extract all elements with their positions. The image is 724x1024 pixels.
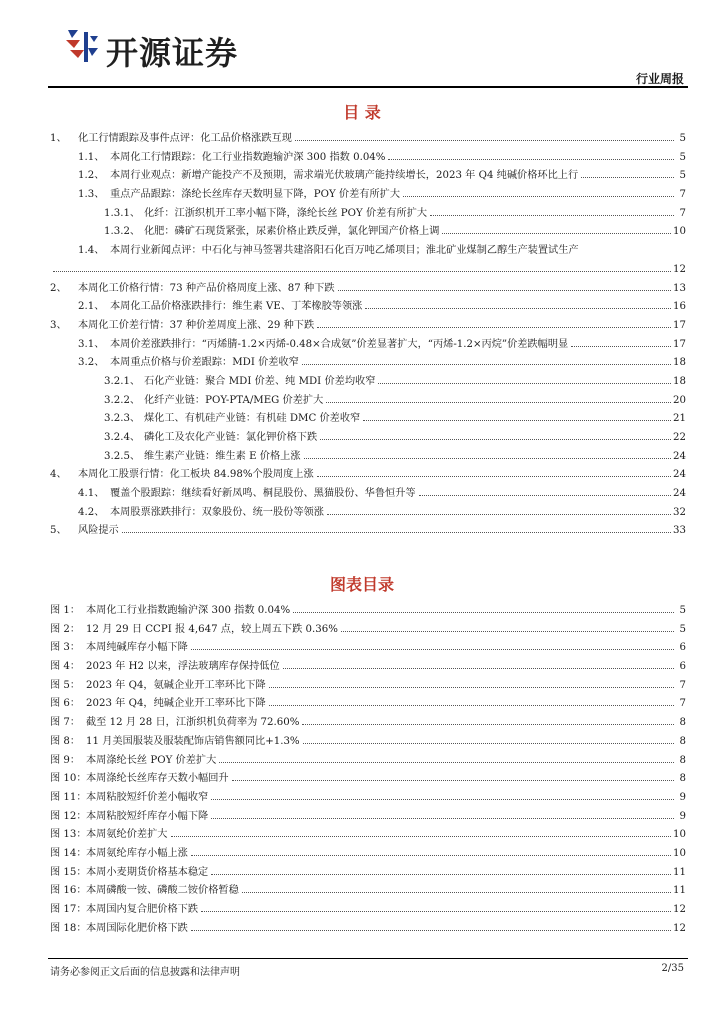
toc-page: 7 [679, 207, 686, 219]
figure-page: 9 [679, 810, 686, 822]
toc-page: 20 [673, 394, 686, 406]
toc-page: 5 [679, 170, 686, 182]
toc-leader-dots [317, 475, 671, 477]
toc-leader-dots [295, 139, 674, 141]
toc-row[interactable] [50, 280, 686, 299]
toc-row[interactable] [50, 429, 686, 448]
toc-number: 3.2.2、 [104, 394, 141, 406]
toc-row[interactable] [50, 410, 686, 429]
figure-number: 图 4： [50, 661, 81, 673]
figure-list [50, 602, 686, 938]
figure-title: 本周磷酸一铵、磷酸二铵价格暂稳 [86, 885, 239, 897]
figure-title: 本周粘胶短纤库存小幅下降 [86, 810, 209, 822]
figure-row[interactable] [50, 621, 686, 640]
figure-number: 图 13： [50, 829, 87, 841]
figure-row[interactable] [50, 677, 686, 696]
toc-page: 10 [673, 226, 686, 238]
toc-page: 24 [673, 488, 686, 500]
figure-page: 12 [673, 922, 686, 934]
toc-row[interactable] [50, 354, 686, 373]
figure-row[interactable] [50, 808, 686, 827]
figure-row[interactable] [50, 714, 686, 733]
toc-number: 3.2.1、 [104, 375, 141, 387]
toc-number: 1.3.2、 [104, 226, 141, 238]
toc-leader-dots [317, 326, 671, 328]
toc-leader-dots [326, 401, 671, 403]
toc-row[interactable] [50, 336, 686, 355]
figure-leader-dots [211, 798, 674, 800]
header-divider [48, 86, 688, 88]
toc-leader-dots [53, 270, 671, 272]
toc-leader-dots [327, 513, 671, 515]
toc-row[interactable] [50, 504, 686, 523]
toc-title: 化肥：磷矿石现货紧张，尿素价格止跌反弹，氯化钾国产价格上调 [144, 226, 440, 238]
figure-page: 10 [673, 847, 686, 859]
figure-number: 图 9： [50, 754, 81, 766]
toc-number: 2.1、 [78, 301, 105, 313]
figure-leader-dots [211, 873, 671, 875]
table-of-contents [50, 130, 686, 541]
toc-row[interactable] [50, 149, 686, 168]
toc-number: 1.2、 [78, 170, 105, 182]
toc-number: 1.4、 [78, 245, 105, 257]
toc-title: 本周化工价格行情：73 种产品价格周度上涨、87 种下跌 [78, 282, 335, 294]
toc-row[interactable] [50, 373, 686, 392]
toc-title: 本周行业观点：新增产能投产不及预期，需求端光伏玻璃产能持续增长，2023 年 Q4 纯碱价格环比上行 [110, 170, 579, 182]
figure-row[interactable] [50, 789, 686, 808]
toc-title: 磷化工及农化产业链：氯化钾价格下跌 [144, 432, 318, 443]
toc-row[interactable] [50, 298, 686, 317]
toc-leader-dots [430, 214, 674, 216]
toc-row[interactable] [50, 392, 686, 411]
figure-row[interactable] [50, 602, 686, 621]
figure-page: 11 [673, 866, 686, 878]
toc-row[interactable] [50, 130, 686, 149]
figure-page: 8 [679, 754, 686, 766]
toc-number: 5、 [50, 525, 67, 537]
figure-number: 图 2： [50, 623, 81, 635]
toc-row[interactable] [50, 448, 686, 467]
header [48, 20, 688, 84]
toc-title: 化工行情跟踪及事件点评：化工品价格涨跌互现 [78, 133, 292, 144]
toc-title: 本周化工价差行情：37 种价差周度上涨、29 种下跌 [78, 319, 315, 331]
toc-number: 3.1、 [78, 338, 105, 350]
figure-leader-dots [191, 648, 674, 650]
figure-title: 本周化工行业指数跑输沪深 300 指数 0.04% [86, 605, 291, 616]
toc-title: 本周价差涨跌排行：“丙烯腈-1.2×丙烯-0.48×合成氨”价差显著扩大，“丙烯-1.2×丙烷”价差跌幅明显 [110, 338, 569, 350]
figure-title: 2023 年 Q4，纯碱企业开工率环比下降 [86, 698, 266, 710]
toc-leader-dots [338, 289, 672, 291]
figure-leader-dots [269, 686, 674, 688]
figure-leader-dots [232, 779, 674, 781]
toc-page: 16 [673, 301, 686, 313]
footer-divider [48, 958, 688, 959]
report-type: 行业周报 [635, 72, 684, 86]
figure-page: 7 [679, 698, 686, 710]
figure-leader-dots [293, 611, 674, 613]
toc-title: 石化产业链：聚合 MDI 价差、纯 MDI 价差均收窄 [144, 375, 376, 387]
figure-row[interactable] [50, 901, 686, 920]
figure-leader-dots [341, 630, 674, 632]
figure-row[interactable] [50, 920, 686, 939]
figure-row[interactable] [50, 752, 686, 771]
toc-page: 18 [673, 375, 686, 387]
figure-number: 图 7： [50, 717, 81, 729]
toc-title: 重点产品跟踪：涤纶长丝库存天数明显下降，POY 价差有所扩大 [110, 189, 401, 201]
figure-number: 图 16： [50, 885, 87, 897]
toc-leader-dots [571, 345, 671, 347]
figure-leader-dots [302, 723, 674, 725]
toc-number: 4、 [50, 469, 67, 481]
toc-page: 32 [673, 506, 686, 518]
figure-page: 5 [679, 623, 686, 635]
figure-title: 本周纯碱库存小幅下降 [86, 642, 188, 654]
company-name: 开源证券 [106, 34, 239, 72]
toc-leader-dots [442, 232, 671, 234]
figure-row[interactable] [50, 770, 686, 789]
figure-number: 图 6： [50, 698, 81, 710]
toc-title: 本周重点价格与价差跟踪：MDI 价差收窄 [110, 357, 299, 369]
toc-title: 风险提示 [78, 525, 119, 537]
figure-page: 9 [679, 791, 686, 803]
toc-row[interactable] [50, 317, 686, 336]
figure-title: 本周氨纶库存小幅上涨 [86, 847, 188, 859]
figure-title: 2023 年 H2 以来，浮法玻璃库存保持低位 [86, 661, 280, 673]
toc-page: 21 [673, 413, 686, 425]
figure-page: 12 [673, 904, 686, 915]
figure-leader-dots [303, 742, 674, 744]
toc-title: 本周行业新闻点评：中石化与神马签署共建洛阳石化百万吨乙烯项目；淮北矿业煤制乙醇生产装置试生产 [110, 245, 579, 257]
toc-title: 化纤产业链：POY-PTA/MEG 价差扩大 [144, 394, 324, 406]
toc-row[interactable] [50, 205, 686, 224]
toc-page: 5 [679, 133, 686, 144]
toc-leader-dots [388, 158, 674, 160]
figure-row[interactable] [50, 864, 686, 883]
figure-page: 7 [679, 679, 686, 691]
toc-row[interactable] [50, 167, 686, 186]
figure-title: 本周氨纶价差扩大 [86, 829, 168, 841]
toc-page: 7 [679, 189, 686, 201]
figure-leader-dots [211, 817, 674, 819]
figure-leader-dots [191, 929, 671, 931]
figure-title: 本周国内复合肥价格下跌 [86, 904, 199, 915]
figure-title: 本周粘胶短纤价差小幅收窄 [86, 791, 209, 803]
figure-number: 图 5： [50, 679, 81, 691]
figure-row[interactable] [50, 639, 686, 658]
toc-number: 4.2、 [78, 506, 105, 518]
figure-row[interactable] [50, 882, 686, 901]
toc-title: 本周股票涨跌排行：双象股份、统一股份等领涨 [110, 506, 324, 518]
toc-number: 3.2.5、 [104, 450, 141, 462]
figure-number: 图 8： [50, 735, 81, 747]
toc-page: 24 [673, 469, 686, 481]
toc-leader-dots [320, 438, 671, 440]
figure-row[interactable] [50, 845, 686, 864]
toc-page: 12 [673, 263, 686, 275]
toc-number: 1.1、 [78, 151, 105, 163]
figure-leader-dots [242, 891, 671, 893]
toc-page: 24 [673, 450, 686, 462]
figure-title: 本周国际化肥价格下跌 [86, 922, 188, 934]
toc-row[interactable] [50, 186, 686, 205]
figure-page: 10 [673, 829, 686, 841]
figure-number: 图 10： [50, 773, 87, 785]
figure-leader-dots [269, 704, 674, 706]
figure-number: 图 1： [50, 605, 81, 616]
figure-number: 图 11： [50, 791, 87, 803]
figure-row[interactable] [50, 733, 686, 752]
toc-title: 维生素产业链：维生素 E 价格上涨 [144, 450, 301, 462]
toc-page: 17 [673, 338, 686, 350]
figure-page: 8 [679, 717, 686, 729]
toc-number: 4.1、 [78, 488, 105, 500]
toc-leader-dots [581, 176, 674, 178]
figure-leader-dots [283, 667, 674, 669]
toc-row[interactable] [50, 242, 686, 261]
figure-page: 5 [679, 605, 686, 616]
logo-icon [64, 26, 100, 66]
figure-title: 2023 年 Q4，氨碱企业开工率环比下降 [86, 679, 266, 691]
toc-number: 1、 [50, 133, 67, 144]
figure-page: 6 [679, 661, 686, 673]
toc-leader-dots [363, 419, 671, 421]
figure-page: 6 [679, 642, 686, 654]
toc-number: 3.2.4、 [104, 432, 141, 443]
toc-page: 13 [673, 282, 686, 294]
figure-number: 图 18： [50, 922, 87, 934]
toc-title: 化纤：江浙织机开工率小幅下降，涤纶长丝 POY 价差有所扩大 [144, 207, 428, 219]
figure-leader-dots [191, 854, 671, 856]
figure-row[interactable] [50, 695, 686, 714]
toc-page: 18 [673, 357, 686, 369]
figure-number: 图 12： [50, 810, 87, 822]
figure-leader-dots [201, 910, 671, 912]
figure-leader-dots [219, 761, 674, 763]
toc-number: 3.2、 [78, 357, 105, 369]
figure-number: 图 17： [50, 904, 87, 915]
figure-page: 8 [679, 735, 686, 747]
figure-page: 8 [679, 773, 686, 785]
figure-title: 12 月 29 日 CCPI 报 4,647 点，较上周五下跌 0.36% [86, 623, 338, 635]
toc-title: 本周化工行情跟踪：化工行业指数跑输沪深 300 指数 0.04% [110, 151, 386, 163]
toc-leader-dots [403, 195, 674, 197]
toc-number: 1.3、 [78, 189, 105, 201]
toc-row[interactable] [50, 466, 686, 485]
figure-page: 11 [673, 885, 686, 897]
figure-title: 11 月美国服装及服装配饰店销售额同比+1.3% [86, 735, 300, 747]
toc-page: 5 [679, 151, 686, 163]
figure-list-title: 图表目录 [329, 575, 394, 594]
figure-number: 图 14： [50, 847, 87, 859]
page-number: 2/35 [661, 963, 684, 974]
toc-number: 3.2.3、 [104, 413, 141, 425]
footer-disclaimer: 请务必参阅正文后面的信息披露和法律声明 [50, 967, 240, 978]
toc-number: 1.3.1、 [104, 207, 141, 219]
toc-leader-dots [419, 494, 671, 496]
toc-leader-dots [302, 363, 671, 365]
toc-leader-dots [304, 457, 671, 459]
toc-row[interactable] [50, 522, 686, 541]
toc-title: 煤化工、有机硅产业链：有机硅 DMC 价差收窄 [144, 413, 361, 425]
figure-title: 本周涤纶长丝 POY 价差扩大 [86, 754, 217, 766]
toc-page: 22 [673, 432, 686, 443]
toc-title: 本周化工品价格涨跌排行：维生素 VE、丁苯橡胶等领涨 [110, 301, 363, 313]
toc-row[interactable] [50, 485, 686, 504]
figure-title: 本周小麦期货价格基本稳定 [86, 866, 209, 878]
toc-row[interactable] [50, 261, 686, 280]
toc-number: 3、 [50, 319, 67, 331]
toc-leader-dots [122, 531, 671, 533]
figure-title: 截至 12 月 28 日，江浙织机负荷率为 72.60% [86, 717, 300, 729]
figure-row[interactable] [50, 826, 686, 845]
toc-page: 33 [673, 525, 686, 537]
toc-title: 目 录 [343, 103, 381, 122]
figure-row[interactable] [50, 658, 686, 677]
figure-number: 图 3： [50, 642, 81, 654]
figure-number: 图 15： [50, 866, 87, 878]
toc-page: 17 [673, 319, 686, 331]
figure-leader-dots [171, 835, 672, 837]
toc-title: 本周化工股票行情：化工板块 84.98%个股周度上涨 [78, 469, 314, 481]
toc-row[interactable] [50, 223, 686, 242]
toc-number: 2、 [50, 282, 67, 294]
toc-leader-dots [378, 382, 671, 384]
figure-title: 本周涤纶长丝库存天数小幅回升 [86, 773, 229, 785]
toc-title: 覆盖个股跟踪：继续看好新凤鸣、桐昆股份、黑猫股份、华鲁恒升等 [110, 488, 416, 500]
toc-leader-dots [365, 307, 671, 309]
